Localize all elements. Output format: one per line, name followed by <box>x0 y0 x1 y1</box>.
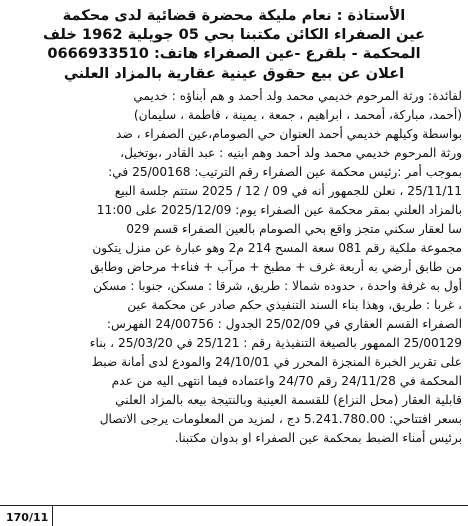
body-line: 25/11/11 ، نعلن للجمهور أنه في 09 / 12 / 2025 ستتم جلسة البيع <box>114 183 462 198</box>
notice-body <box>6 87 462 448</box>
body-line: ورثة المرحوم خديمي محمد ولد أحمد وهم ابنيه : عبد القادر ،بوتخيل، <box>120 145 462 160</box>
body-line: (أحمد، مباركة، أمحمد ، ابراهيم ، جمعة ، يمينة ، فاطمة ، سليمان) <box>133 107 462 122</box>
header-line-address: عين الصفراء الكائن مكتبنا بحي 05 جويلية 1962 خلف <box>42 26 426 44</box>
body-line: المحكمة في 24/11/28 رقم 24/70 واعتماده فيما انتهى اليه من عدم <box>111 373 462 388</box>
body-line: الصفراء القسم العقاري في 25/02/09 الجدول : 24/00756 الفهرس: <box>106 316 462 331</box>
body-line: بواسطة وكيلهم خديمي أحمد العنوان حي الصومام،عين الصفراء ، ضد <box>116 126 462 141</box>
header-line-phone: المحكمة - بلقرع -عين الصفراء هاتف: 0666933510 <box>47 45 421 63</box>
body-line: بموجب أمر :رئيس محكمة عين الصفراء رقم الترتيب: 25/00168 في: <box>108 164 462 179</box>
body-line: سا لعقار سكني متجز واقع بحي الصومام بالعين الصفراء قسم 029 <box>126 221 462 236</box>
reference-number: 170/11 <box>6 511 49 524</box>
header-line-bailiff-name: الأستاذة : نعام مليكة محضرة قضائية لدى محكمة <box>62 7 406 24</box>
body-line: مجموعة ملكية رقم 081 سعة المسح 214 م2 وهو عبارة عن منزل يتكون <box>92 240 462 255</box>
body-line: على تقرير الخبرة المنجزة المحرر في 24/10/01 والمودع لدى أمانة ضبط <box>91 354 462 369</box>
reference-divider <box>52 506 53 526</box>
body-line: قابلية العقار (محل النزاع) للقسمة العينية وبالنتيجة بيعه بالمزاد العلني <box>115 392 462 407</box>
body-line: بالمزاد العلني بمقر محكمة عين الصفراء يوم: 2025/12/09 على 11:00 <box>96 202 462 217</box>
body-line: لفائدة: ورثة المرحوم خديمي محمد ولد أحمد و هم أبناؤه : خديمي <box>133 88 462 103</box>
body-line: أول به غرفة واحدة ، حدوده شمالا : طريق، شرقا : مسكن، جنوبا : مسكن <box>93 278 462 293</box>
notice-header <box>6 6 462 83</box>
body-line: برئيس أمناء الضبط بمحكمة عين الصفراء او بدوان مكتبنا. <box>174 430 462 445</box>
body-line: بسعر افتتاحي: 5.241.780.00 دج ، لمزيد من المعلومات يرجى الاتصال <box>99 411 462 426</box>
body-line: 25/00129 الممهور بالصيغة التنفيذية رقم : 25/121 في 25/03/20 ، بناء <box>89 335 462 350</box>
body-line: من طابق أرضي به أربعة غرف + مطبخ + مرآب + فناء+ مرحاض وطابق <box>90 259 462 274</box>
footer-bar <box>0 505 468 526</box>
body-line: ، غربا : طريق، وهذا بناء السند التنفيذي حكم صادر عن محكمة عين <box>127 297 462 312</box>
header-line-title: اعلان عن بيع حقوق عينية عقارية بالمزاد العلني <box>63 64 405 82</box>
